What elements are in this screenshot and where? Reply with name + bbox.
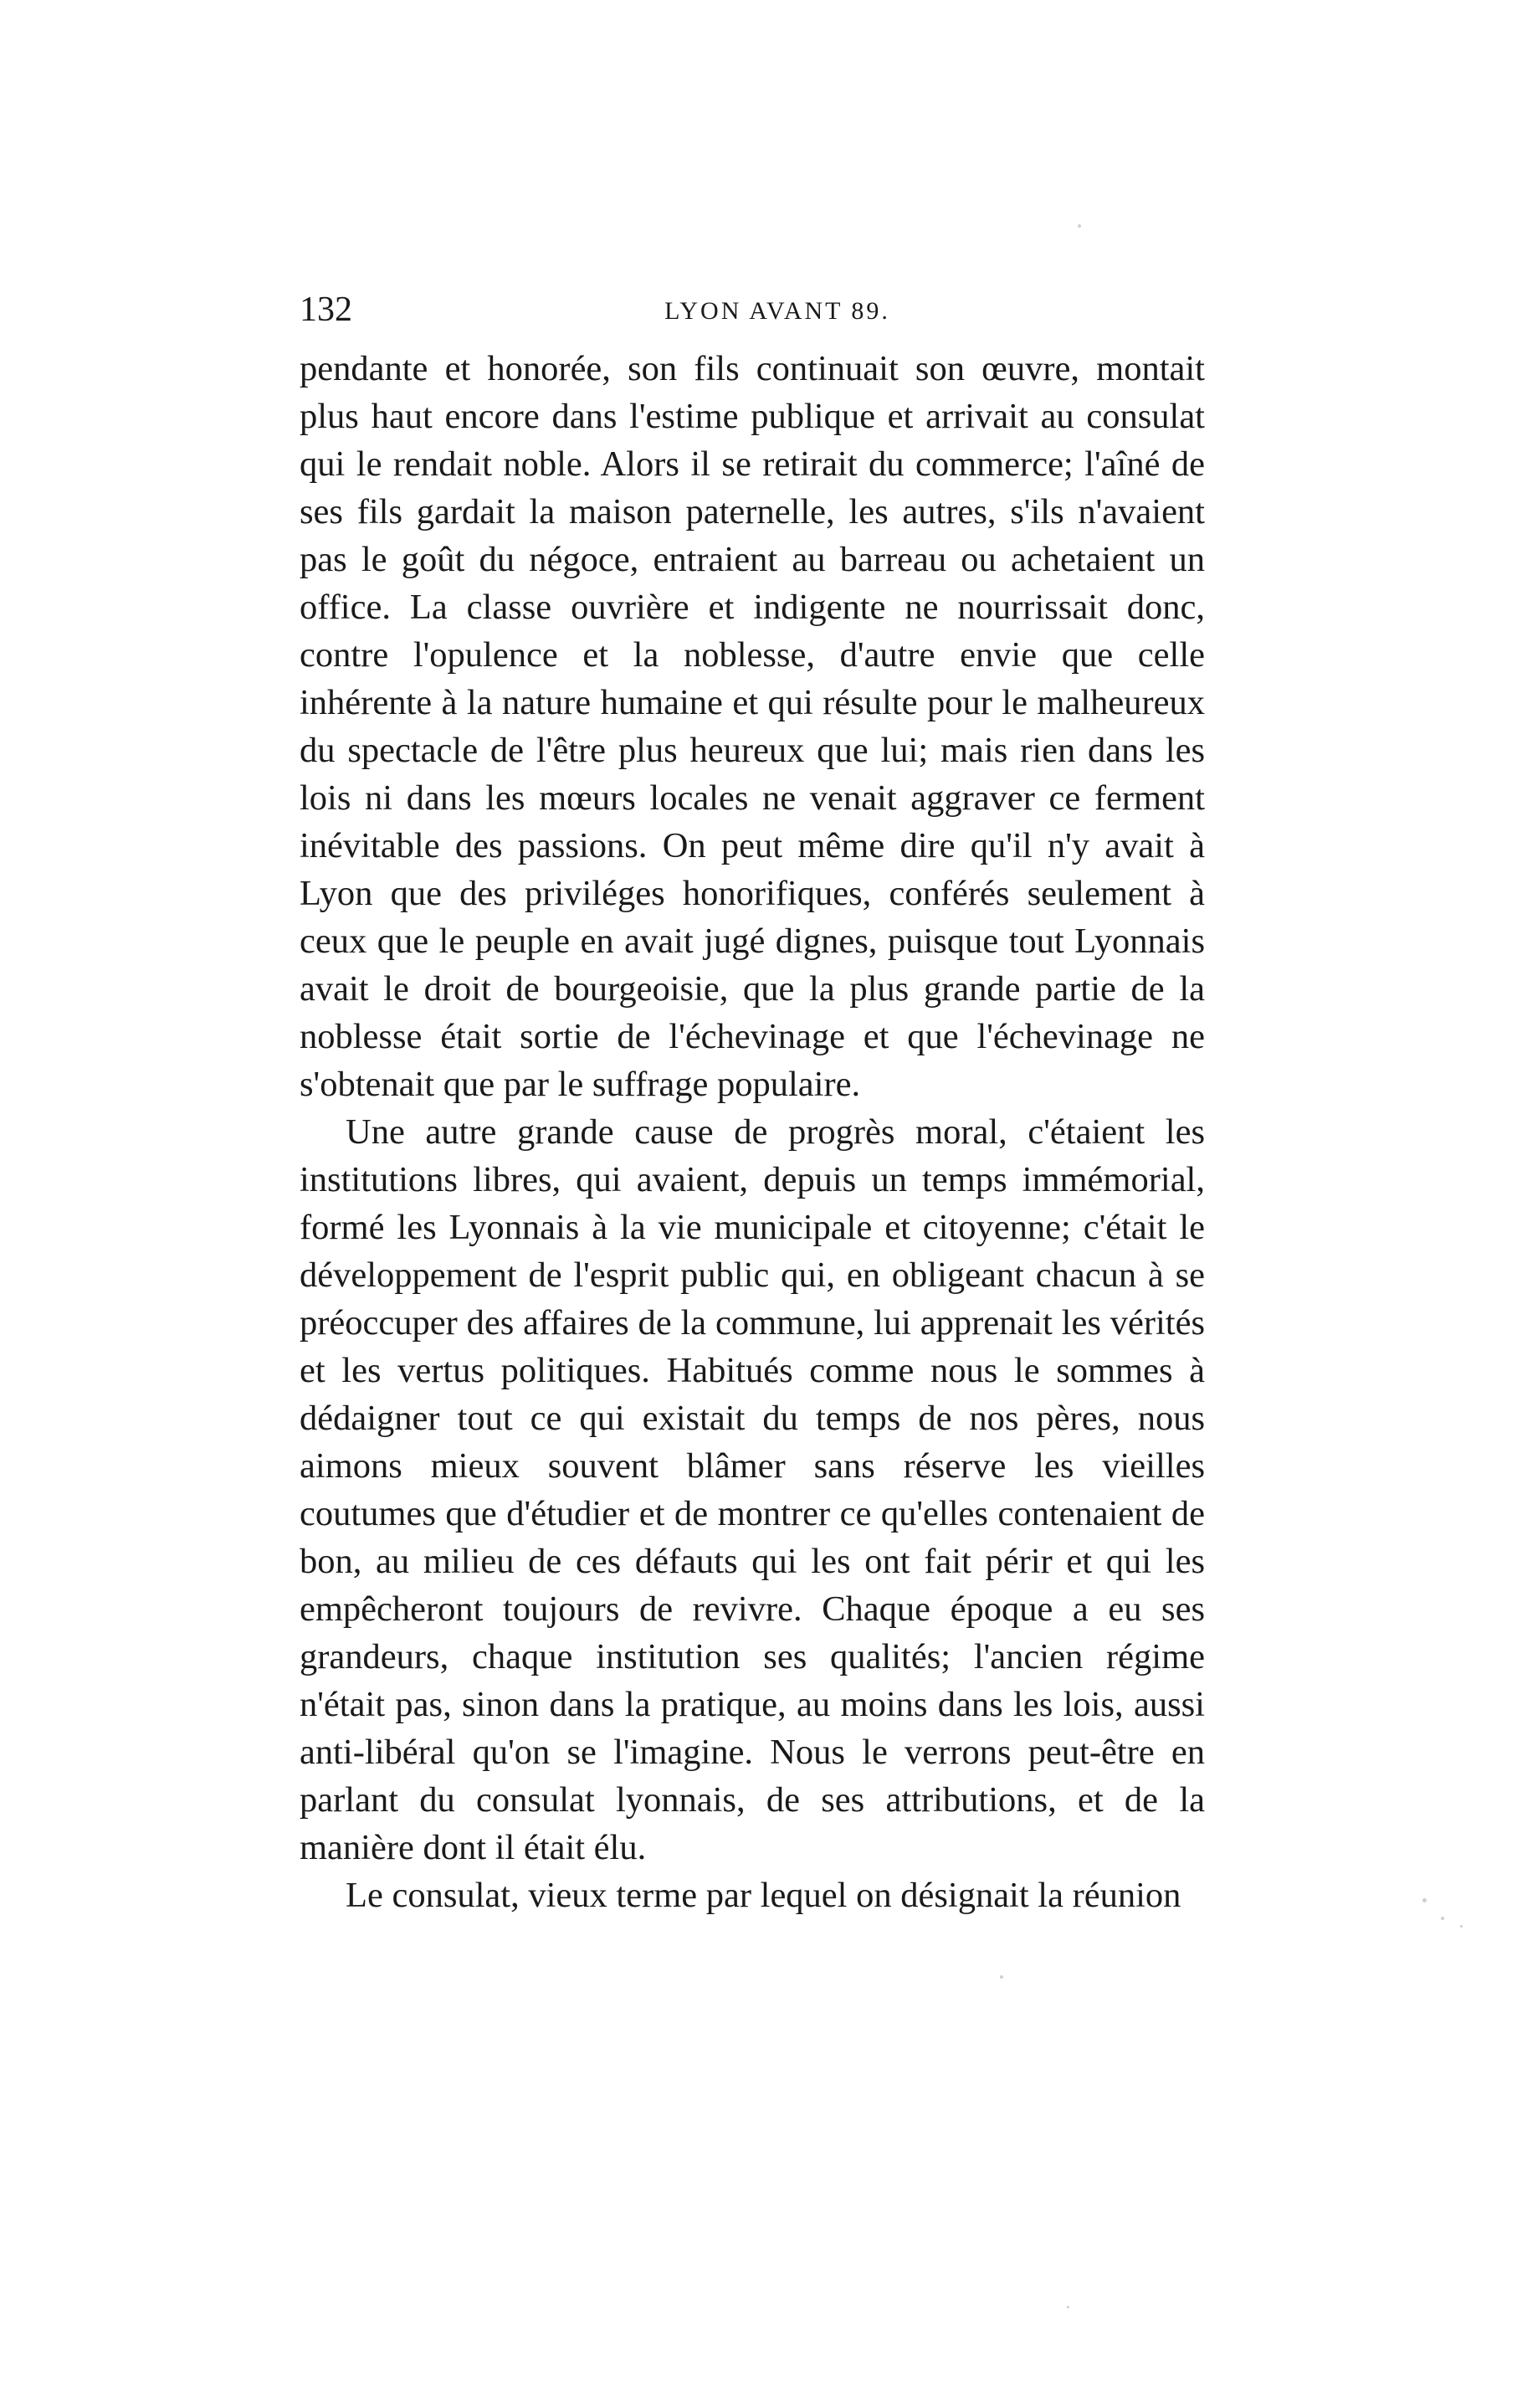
- running-head: [300, 289, 1205, 331]
- scan-speck: [1441, 1917, 1444, 1920]
- paragraph-continuation: pendante et honorée, son fils continuait son œuvre, montait plus haut encore dans l'estime publique et arrivait au consulat qui le rendait noble. Alors il se retirait du commerce; l'aîné de ses fils gardait la maison paternelle, les autres, s'ils n'avaient pas le goût du négoce, entraient au barreau ou achetaient un office. La classe ouvrière et indigente ne nourrissait donc, contre l'opulence et la noblesse, d'autre envie que celle inhérente à la nature humaine et qui résulte pour le malheureux du spectacle de l'être plus heureux que lui; mais rien dans les lois ni dans les mœurs locales ne venait aggraver ce ferment inévitable des passions. On peut même dire qu'il n'y avait à Lyon que des priviléges honorifiques, conférés seulement à ceux que le peuple en avait jugé dignes, puisque tout Lyonnais avait le droit de bourgeoisie, que la plus grande partie de la noblesse était sortie de l'échevinage et que l'échevinage ne s'obtenait que par le suffrage populaire.: [300, 349, 1205, 1104]
- scan-speck: [1422, 1898, 1427, 1902]
- scan-speck: [1078, 224, 1081, 228]
- body-text: [300, 345, 1205, 1919]
- running-title: LYON AVANT 89.: [664, 297, 890, 325]
- paragraph-institutions: Une autre grande cause de progrès moral, c'étaient les institutions libres, qui avaient, depuis un temps immémorial, formé les Lyonnais à la vie municipale et citoyenne; c'était le développement de l'esprit public qui, en obligeant chacun à se préoccuper des affaires de la commune, lui apprenait les vérités et les vertus politiques. Habitués comme nous le sommes à dédaigner tout ce qui existait du temps de nos pères, nous aimons mieux souvent blâmer sans réserve les vieilles coutumes que d'étudier et de montrer ce qu'elles contenaient de bon, au milieu de ces défauts qui les ont fait périr et qui les empêcheront toujours de revivre. Chaque époque a eu ses grandeurs, chaque institution ses qualités; l'ancien régime n'était pas, sinon dans la pratique, au moins dans les lois, aussi anti-libéral qu'on se l'imagine. Nous le verrons peut-être en parlant du consulat lyonnais, de ses attributions, et de la manière dont il était élu.: [300, 1112, 1205, 1867]
- paragraph-consulat: Le consulat, vieux terme par lequel on désignait la réunion: [346, 1876, 1181, 1915]
- scan-speck: [1000, 1975, 1003, 1979]
- scan-speck: [1460, 1925, 1463, 1928]
- page-number: 132: [300, 290, 352, 329]
- scan-speck: [1067, 2306, 1069, 2308]
